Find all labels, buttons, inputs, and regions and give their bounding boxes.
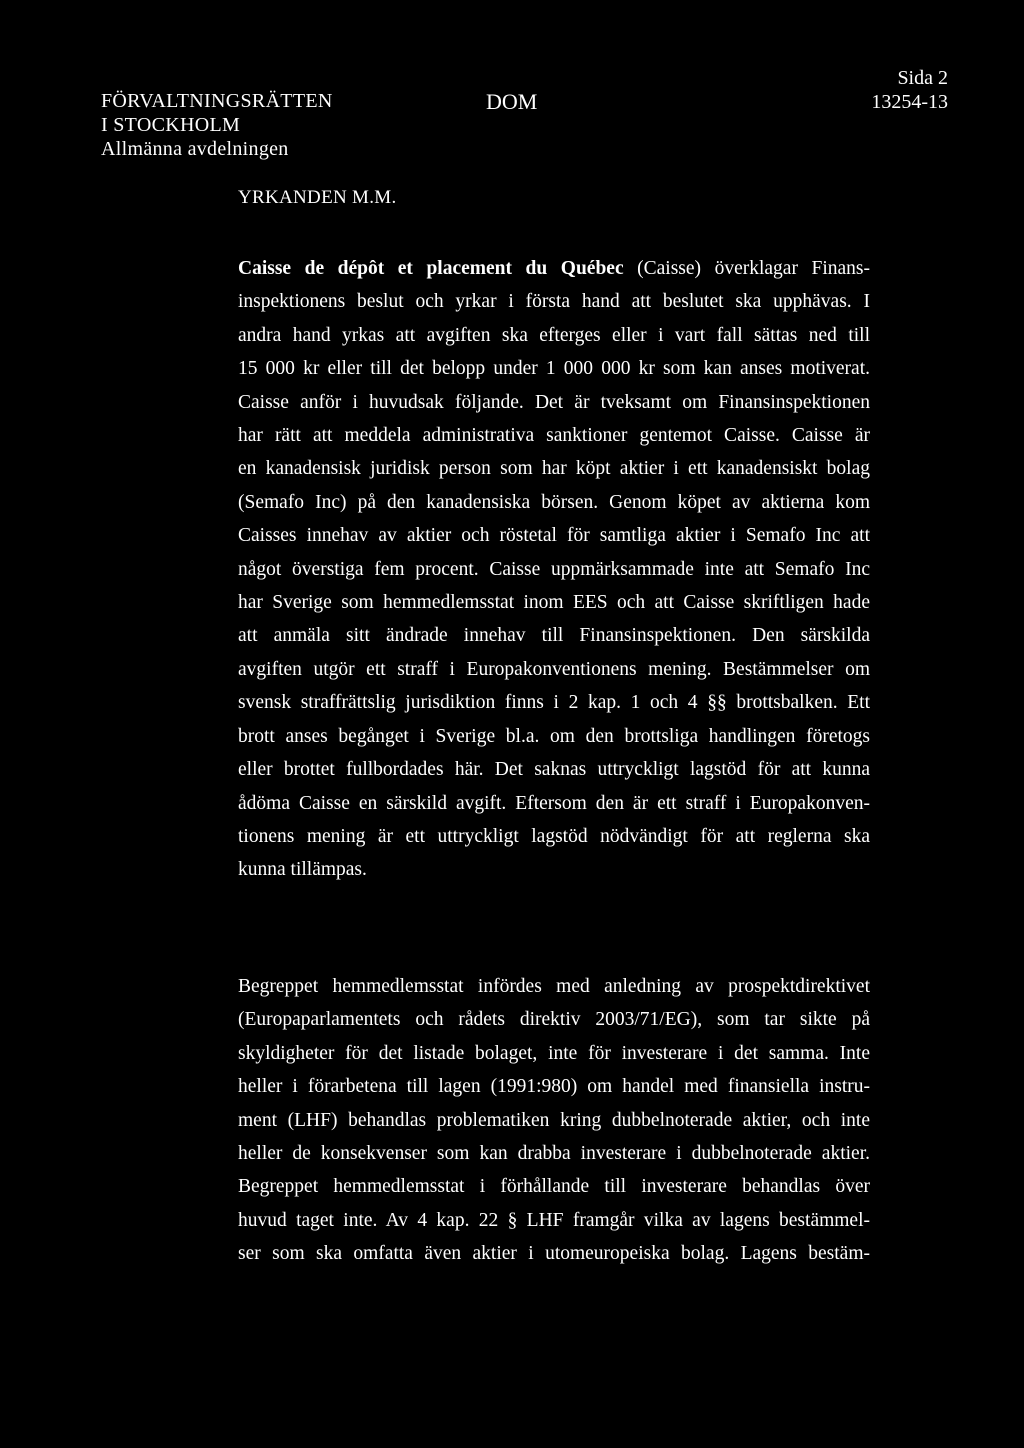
party-name-bold: Caisse de dépôt et placement du Québec — [238, 258, 624, 279]
court-department: Allmänna avdelningen — [101, 138, 289, 160]
paragraph-line: har rätt att meddela administrativa sanktioner gentemot Caisse. Caisse är — [238, 425, 870, 447]
paragraph-home-member-state — [238, 970, 870, 1271]
paragraph-line: tionens mening är ett uttryckligt lagstöd nödvändigt för att reglerna ska — [238, 825, 870, 847]
paragraph-line: andra hand yrkas att avgiften ska efterges eller i vart fall sättas ned till — [238, 324, 870, 346]
case-number: 13254-13 — [871, 91, 948, 113]
court-name-line1: FÖRVALTNINGSRÄTTEN — [101, 90, 333, 112]
paragraph-line: har Sverige som hemmedlemsstat inom EES och att Caisse skriftligen hade — [238, 592, 870, 614]
paragraph-line: ment (LHF) behandlas problematiken kring dubbelnoterade aktier, och inte — [238, 1109, 870, 1131]
paragraph-line: (Europaparlamentets och rådets direktiv 2003/71/EG), som tar sikte på — [238, 1009, 870, 1031]
paragraph-line: ådöma Caisse en särskild avgift. Eftersom den är ett straff i Europakonven- — [238, 792, 870, 814]
paragraph-line: brott anses begånget i Sverige bl.a. om den brottsliga handlingen företogs — [238, 725, 870, 747]
paragraph-line: heller de konsekvenser som kan drabba investerare i dubbelnoterade aktier. — [238, 1143, 870, 1165]
paragraph-line: Begreppet hemmedlemsstat i förhållande till investerare behandlas över — [238, 1176, 870, 1198]
paragraph-line: ser som ska omfatta även aktier i utomeuropeiska bolag. Lagens bestäm- — [238, 1243, 870, 1265]
paragraph-line: Caisse anför i huvudsak följande. Det är tveksamt om Finansinspektionen — [238, 391, 870, 413]
paragraph-claims — [238, 252, 870, 887]
paragraph-line: huvud taget inte. Av 4 kap. 22 § LHF framgår vilka av lagens bestämmel- — [238, 1209, 870, 1231]
section-title: YRKANDEN M.M. — [238, 187, 397, 208]
paragraph-line: eller brottet fullbordades här. Det saknas uttryckligt lagstöd för att kunna — [238, 759, 870, 781]
paragraph-line: (Semafo Inc) på den kanadensiska börsen. Genom köpet av aktierna kom — [238, 491, 870, 513]
paragraph-line: avgiften utgör ett straff i Europakonventionens mening. Bestämmelser om — [238, 658, 870, 680]
page-case-info — [871, 66, 948, 114]
paragraph-line: skyldigheter för det listade bolaget, inte för investerare i det samma. Inte — [238, 1042, 870, 1064]
paragraph-line: kunna tillämpas. — [238, 859, 367, 881]
paragraph-line: heller i förarbetena till lagen (1991:980) om handel med finansiella instru- — [238, 1076, 870, 1098]
paragraph-line: något överstiga fem procent. Caisse uppmärksammade inte att Semafo Inc — [238, 558, 870, 580]
paragraph-line: att anmäla sitt ändrade innehav till Finansinspektionen. Den särskilda — [238, 625, 870, 647]
paragraph-line: 15 000 kr eller till det belopp under 1 000 000 kr som kan anses motiverat. — [238, 358, 870, 380]
page-label: Sida 2 — [897, 67, 948, 89]
court-header — [101, 89, 333, 161]
paragraph-line: Caisse de dépôt et placement du Québec (Caisse) överklagar Finans- — [238, 258, 870, 279]
paragraph-line: inspektionens beslut och yrkar i första hand att beslutet ska upphävas. I — [238, 291, 870, 313]
court-name-line2: I STOCKHOLM — [101, 114, 241, 136]
paragraph-line: svensk straffrättslig jurisdiktion finns i 2 kap. 1 och 4 §§ brottsbalken. Ett — [238, 692, 870, 714]
paragraph-line: Begreppet hemmedlemsstat infördes med anledning av prospektdirektivet — [238, 976, 870, 997]
document-type: DOM — [486, 89, 538, 114]
paragraph-line: Caisses innehav av aktier och röstetal för samtliga aktier i Semafo Inc att — [238, 525, 870, 547]
paragraph-line: en kanadensisk juridisk person som har köpt aktier i ett kanadensiskt bolag — [238, 458, 870, 480]
